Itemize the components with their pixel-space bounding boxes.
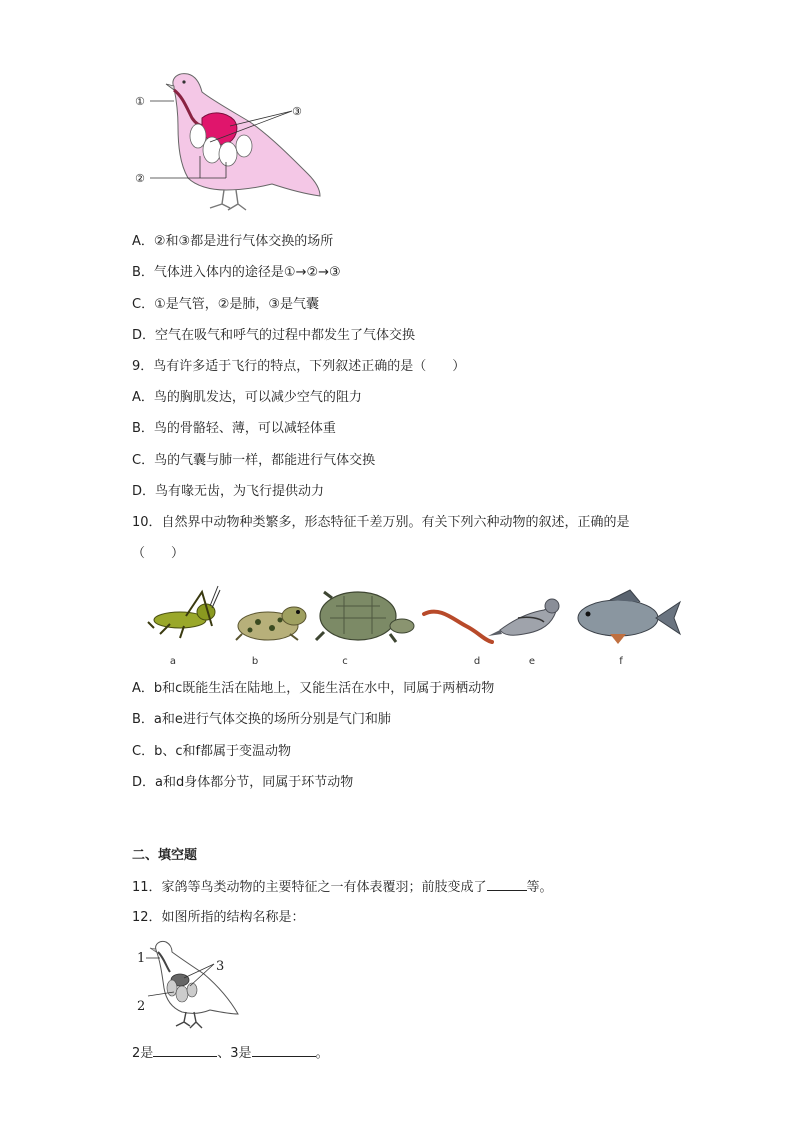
- q12-stem: 12．如图所指的结构名称是：: [132, 910, 305, 925]
- q8-option-d: D．空气在吸气和呼气的过程中都发生了气体交换: [132, 328, 416, 343]
- q9-option-a: A．鸟的胸肌发达，可以减少空气的阻力: [132, 390, 362, 405]
- q10-option-d: D．a和d身体都分节，同属于环节动物: [132, 775, 354, 790]
- q10-stem-line1: 10．自然界中动物种类繁多，形态特征千差万别。有关下列六种动物的叙述，正确的是: [132, 515, 630, 530]
- pigeon-image: [488, 599, 559, 636]
- pigeon-respiratory-diagram: [130, 66, 330, 218]
- label-2: ②: [135, 172, 145, 185]
- animal-label-d: d: [473, 656, 481, 667]
- q11-text-after: 等。: [526, 880, 553, 895]
- animal-label-a: a: [169, 656, 177, 667]
- grasshopper-image: [148, 586, 220, 638]
- fish-image: [578, 590, 680, 644]
- section-title: 二、填空题: [132, 848, 198, 863]
- pigeon-legs: [210, 190, 246, 210]
- animal-label-f: f: [619, 656, 623, 667]
- q9-option-c: C．鸟的气囊与肺一样，都能进行气体交换: [132, 453, 376, 468]
- q10-option-a: A．b和c既能生活在陆地上，又能生活在水中，同属于两栖动物: [132, 681, 495, 696]
- q10-stem-line2: （ ）: [132, 546, 185, 561]
- pigeon-outline-diagram: [134, 938, 244, 1030]
- q12-label-2: 2: [137, 999, 146, 1014]
- q9-option-d: D．鸟有喙无齿，为飞行提供动力: [132, 484, 325, 499]
- q10-option-b: B．a和e进行气体交换的场所分别是气门和肺: [132, 712, 391, 727]
- q12-label-1: 1: [137, 951, 146, 966]
- turtle-image: [316, 592, 414, 642]
- q10-option-c: C．b、c和f都属于变温动物: [132, 744, 292, 759]
- q12-answer-sep: 、3是: [217, 1046, 252, 1061]
- q11-blank[interactable]: [487, 878, 527, 891]
- animal-label-e: e: [528, 656, 536, 667]
- q11-line: [132, 878, 553, 897]
- q12-answer-part1: 2是: [132, 1046, 154, 1061]
- pigeon-eye: [182, 80, 185, 83]
- animals-figure: [140, 582, 685, 654]
- q12-answer-end: 。: [315, 1046, 329, 1061]
- air-sac: [236, 135, 252, 157]
- q12-answer-line: [132, 1044, 329, 1063]
- q12-label-3: 3: [216, 959, 225, 974]
- q9-option-b: B．鸟的骨骼轻、薄，可以减轻体重: [132, 421, 336, 436]
- q9-stem: 9．鸟有许多适于飞行的特点，下列叙述正确的是（ ）: [132, 359, 466, 374]
- label-3: ③: [292, 105, 302, 118]
- earthworm-image: [424, 612, 492, 642]
- air-sac: [219, 142, 237, 166]
- q8-option-a: A．②和③都是进行气体交换的场所: [132, 234, 334, 249]
- q8-option-b: B．气体进入体内的途径是①→②→③: [132, 265, 341, 280]
- q8-option-c: C．①是气管，②是肺，③是气囊: [132, 297, 320, 312]
- label-1: ①: [135, 95, 145, 108]
- animal-label-c: c: [342, 656, 348, 667]
- q12-blank-2[interactable]: [153, 1044, 217, 1057]
- frog-image: [236, 607, 306, 640]
- q12-blank-3[interactable]: [252, 1044, 316, 1057]
- pigeon-outline-body: [156, 941, 238, 1014]
- q11-text-before: 11．家鸽等鸟类动物的主要特征之一有体表覆羽；前肢变成了: [132, 880, 487, 895]
- animal-label-b: b: [251, 656, 259, 667]
